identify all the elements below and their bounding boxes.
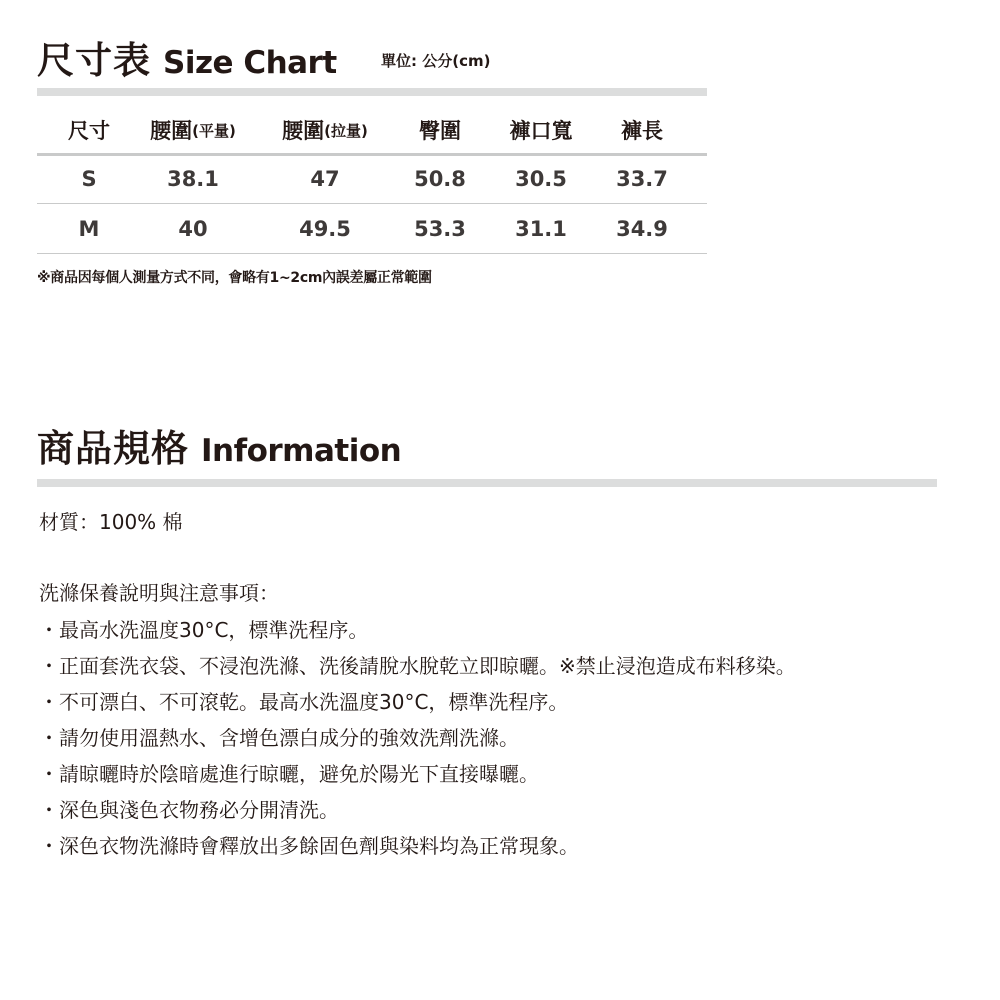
information-divider-bar — [37, 479, 937, 487]
cell-size: S — [81, 167, 97, 191]
care-heading: 洗滌保養說明與注意事項： — [39, 581, 279, 605]
list-item: ・深色與淺色衣物務必分開清洗。 — [39, 798, 339, 822]
header-cell-hip — [404, 106, 476, 154]
size-chart-title-en: Size Chart — [163, 45, 337, 81]
cell-leg-opening: 31.1 — [515, 217, 567, 241]
list-item: ・不可漂白、不可滾乾。最高水洗溫度30°C，標準洗程序。 — [39, 690, 569, 714]
table-row — [37, 204, 707, 254]
material-text: 材質：100% 棉 — [39, 510, 183, 534]
information-title-en: Information — [201, 433, 402, 469]
header-cell-sublabel: (拉量) — [324, 121, 368, 140]
header-cell-waist-stretched — [262, 106, 388, 154]
size-table-header-row — [37, 106, 707, 154]
size-chart-title-zh: 尺寸表 — [37, 39, 151, 82]
header-cell-size — [37, 106, 141, 154]
cell-hip: 50.8 — [414, 167, 466, 191]
header-cell-label: 臀圍 — [419, 119, 461, 143]
table-row — [37, 154, 707, 204]
header-cell-label: 褲口寬 — [509, 119, 573, 143]
cell-size: M — [78, 217, 100, 241]
unit-label: 單位: 公分(cm) — [381, 52, 491, 70]
cell-hip: 53.3 — [414, 217, 466, 241]
size-note: ※商品因每個人測量方式不同，會略有1~2cm內誤差屬正常範圍 — [37, 270, 432, 286]
list-item: ・請晾曬時於陰暗處進行晾曬，避免於陽光下直接曝曬。 — [39, 762, 539, 786]
care-list — [39, 612, 796, 864]
header-cell-label: 腰圍 — [150, 119, 193, 143]
cell-waist-stretched: 47 — [310, 167, 340, 191]
header-cell-label: 褲長 — [621, 119, 663, 143]
cell-leg-opening: 30.5 — [515, 167, 567, 191]
list-item: ・正面套洗衣袋、不浸泡洗滌、洗後請脫水脫乾立即晾曬。※禁止浸泡造成布料移染。 — [39, 654, 796, 678]
cell-waist-flat: 40 — [178, 217, 208, 241]
size-table — [37, 106, 707, 254]
header-cell-length — [602, 106, 682, 154]
header-cell-label: 腰圍 — [282, 119, 325, 143]
cell-waist-flat: 38.1 — [167, 167, 219, 191]
cell-length: 34.9 — [616, 217, 668, 241]
cell-waist-stretched: 49.5 — [299, 217, 351, 241]
header-cell-sublabel: (平量) — [192, 121, 236, 140]
row-rule — [37, 253, 707, 254]
size-chart-divider-bar — [37, 88, 707, 96]
header-cell-label: 尺寸 — [68, 119, 110, 143]
size-chart-title — [37, 30, 337, 82]
header-cell-waist-flat — [141, 106, 245, 154]
cell-length: 33.7 — [616, 167, 668, 191]
header-cell-leg-opening — [495, 106, 587, 154]
list-item: ・深色衣物洗滌時會釋放出多餘固色劑與染料均為正常現象。 — [39, 834, 579, 858]
information-title — [37, 418, 401, 468]
list-item: ・請勿使用溫熱水、含增色漂白成分的強效洗劑洗滌。 — [39, 726, 519, 750]
information-title-zh: 商品規格 — [37, 427, 189, 470]
list-item: ・最高水洗溫度30°C，標準洗程序。 — [39, 618, 369, 642]
